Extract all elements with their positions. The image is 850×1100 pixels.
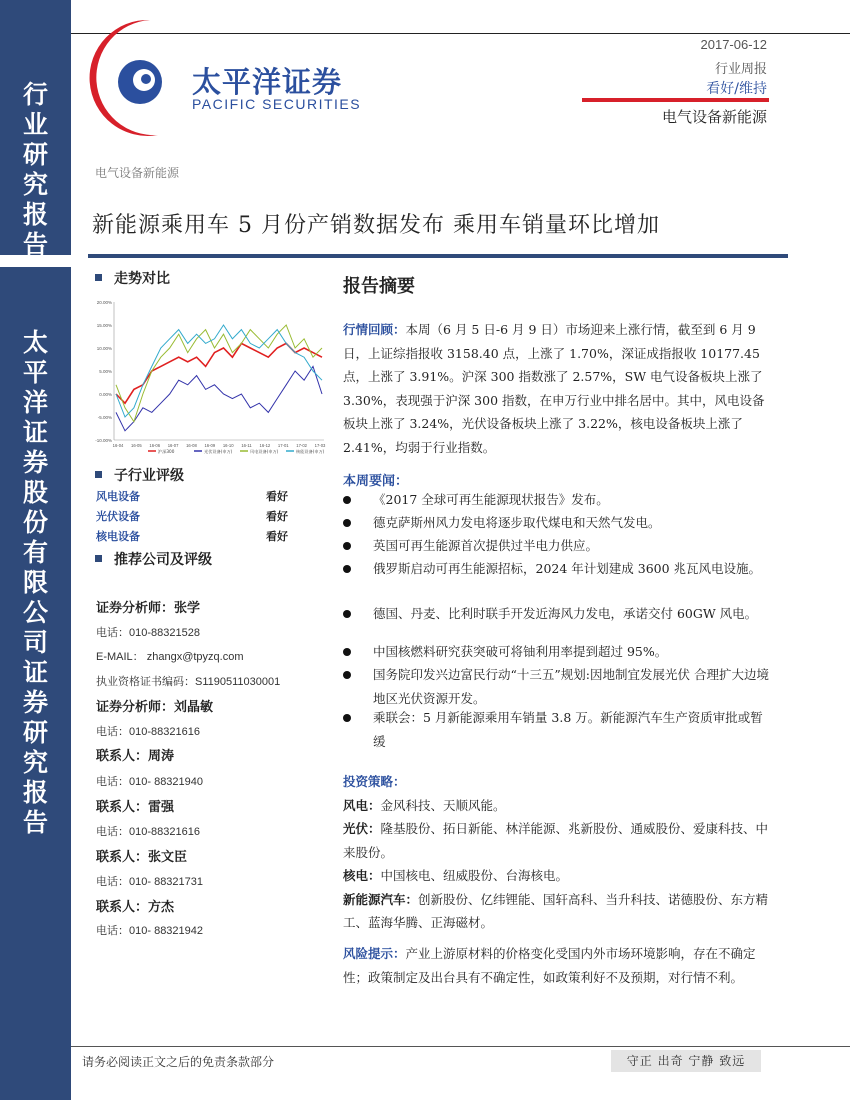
strategy-item — [343, 888, 773, 935]
strategy-label: 核电： — [343, 868, 381, 883]
subrating-name: 风电设备 — [96, 490, 140, 503]
y-tick-label: 20.00% — [96, 300, 112, 305]
subrating-row — [96, 488, 296, 504]
series-line — [116, 343, 322, 403]
sidebar-char: 行 — [22, 80, 48, 109]
bullet-icon — [343, 714, 351, 722]
strategy-label: 风电： — [343, 797, 381, 813]
logo-chinese-name: 太平洋证券 — [192, 65, 343, 99]
contact-phone: 电话：010-88321616 — [96, 726, 200, 738]
x-tick-label: 16-08 — [186, 443, 197, 448]
industry-rating: 看好/维持 — [706, 81, 767, 97]
subrating-name: 光伏设备 — [96, 510, 140, 523]
strategy-heading: 投资策略： — [343, 774, 406, 789]
contact-email: E-MAIL： zhangx@tpyzq.com — [96, 651, 244, 663]
contact-name: 联系人：雷强 — [96, 800, 175, 815]
legend-label: 光伏设备(申万) — [204, 449, 233, 454]
subrating-name: 核电设备 — [96, 530, 140, 543]
y-tick-label: 0.00% — [99, 392, 112, 397]
sidebar-char: 研 — [22, 140, 48, 169]
contact-name: 联系人：张文臣 — [96, 850, 188, 865]
footer-disclaimer: 请务必阅读正文之后的免责条款部分 — [82, 1055, 275, 1069]
risk-text: 产业上游原材料的价格变化受国内外市场环境影响，存在不确定性；政策制定及出台具有不确定性，如政策利好不及预期，对行情不利。 — [343, 946, 756, 985]
news-text: 俄罗斯启动可再生能源招标，2024 年计划建成 3600 兆瓦风电设施。 — [373, 561, 762, 576]
bullet-icon — [343, 565, 351, 573]
contact-name: 证券分析师：张学 — [96, 601, 201, 616]
strategy-text: 中国核电、纽威股份、台海核电。 — [380, 868, 569, 883]
sidebar-char: 洋 — [22, 388, 48, 417]
market-review — [343, 318, 773, 459]
sidebar-char: 证 — [22, 658, 48, 687]
report-type: 行业周报 — [714, 62, 767, 77]
legend-label: 核能设备(申万) — [296, 449, 325, 454]
news-heading: 本周要闻： — [343, 474, 409, 489]
sidebar-char: 券 — [22, 448, 48, 477]
sidebar-char: 业 — [22, 110, 48, 139]
strategy-section — [343, 770, 773, 935]
y-tick-label: 10.00% — [96, 346, 112, 351]
contact-license: 执业资格证书编码：S1190511030001 — [96, 676, 281, 688]
news-item — [343, 511, 773, 535]
sidebar-char: 份 — [22, 508, 48, 537]
sidebar-char: 研 — [22, 718, 48, 747]
sidebar-char: 太 — [22, 328, 48, 357]
trend-heading-label: 走势对比 — [114, 271, 170, 287]
sidebar-char: 公 — [22, 598, 48, 627]
subrating-row — [96, 528, 296, 544]
strategy-text: 创新股份、亿纬锂能、国轩高科、当升科技、诺德股份、东方精工、蓝海华腾、正海磁材。 — [343, 891, 769, 930]
x-tick-label: 17-02 — [296, 443, 307, 448]
x-tick-label: 16-06 — [149, 443, 161, 448]
subrating-value: 看好 — [266, 510, 288, 523]
risk-label: 风险提示： — [343, 946, 406, 961]
square-bullet-icon — [95, 555, 102, 562]
bullet-icon — [343, 671, 351, 679]
bullet-icon — [343, 610, 351, 618]
sidebar-char: 告 — [22, 230, 48, 259]
sidebar-char: 限 — [22, 568, 48, 597]
contact-name: 证券分析师：刘晶敏 — [96, 700, 214, 715]
strategy-item — [343, 794, 773, 818]
sidebar-char: 有 — [22, 538, 48, 567]
strategy-item — [343, 817, 773, 864]
subrating-value: 看好 — [266, 530, 288, 543]
legend-label: 沪深300 — [158, 449, 175, 454]
report-date: 2017-06-12 — [700, 37, 767, 52]
news-text: 英国可再生能源首次提供过半电力供应。 — [373, 538, 599, 553]
company-logo — [88, 14, 378, 142]
legend-label: 风电设备(申万) — [250, 449, 279, 454]
subrating-heading — [95, 465, 184, 485]
news-text: 《2017 全球可再生能源现状报告》发布。 — [373, 492, 609, 507]
logo-emblem-icon — [88, 14, 198, 142]
subrating-value: 看好 — [266, 490, 288, 503]
sidebar-char: 报 — [22, 200, 48, 229]
sidebar-char: 告 — [22, 808, 48, 837]
strategy-text: 隆基股份、拓日新能、林洋能源、兆新股份、通威股份、爱康科技、中来股份。 — [343, 821, 769, 860]
subrating-heading-label: 子行业评级 — [114, 468, 184, 484]
sidebar-char: 券 — [22, 688, 48, 717]
page-title: 新能源乘用车 5 月份产销数据发布 乘用车销量环比增加 — [92, 213, 660, 238]
footer-rule — [71, 1046, 850, 1047]
series-line — [116, 325, 322, 422]
x-tick-label: 17-03 — [314, 443, 326, 448]
contact-phone: 电话：010- 88321940 — [96, 776, 204, 788]
market-review-label: 行情回顾： — [343, 322, 406, 337]
news-text: 德国、丹麦、比利时联手开发近海风力发电，承诺交付 60GW 风电。 — [373, 606, 758, 621]
news-text: 国务院印发兴边富民行动“十三五”规划:因地制宜发展光伏 合理扩大边境地区光伏资源开发。 — [373, 667, 769, 706]
trend-heading — [95, 268, 170, 288]
square-bullet-icon — [95, 471, 102, 478]
strategy-label: 新能源汽车： — [343, 891, 419, 907]
sidebar-char: 股 — [22, 478, 48, 507]
sidebar-char: 证 — [22, 418, 48, 447]
news-item — [343, 706, 773, 753]
contact-phone: 电话：010- 88321942 — [96, 925, 204, 937]
x-tick-label: 16-07 — [167, 443, 179, 448]
bullet-icon — [343, 519, 351, 527]
contact-phone: 电话：010-88321616 — [96, 826, 200, 838]
risk-warning — [343, 942, 773, 989]
x-tick-label: 16-10 — [222, 443, 234, 448]
square-bullet-icon — [95, 274, 102, 281]
contact-phone: 电话：010-88321528 — [96, 627, 200, 639]
news-text: 乘联会：5 月新能源乘用车销量 3.8 万。新能源汽车生产资质审批或暂缓 — [373, 710, 763, 749]
subrating-row — [96, 508, 296, 524]
strategy-text: 金风科技、天顺风能。 — [380, 797, 506, 813]
sidebar-char: 平 — [22, 358, 48, 387]
sector-name: 电气设备新能源 — [661, 108, 767, 126]
contact-name: 联系人：方杰 — [96, 900, 175, 915]
title-rule — [88, 254, 788, 258]
x-tick-label: 16-12 — [259, 443, 271, 448]
summary-heading: 报告摘要 — [343, 276, 415, 297]
news-item — [343, 640, 773, 664]
trend-chart-svg — [88, 292, 328, 460]
logo-english-name: PACIFIC SECURITIES — [192, 96, 362, 112]
bullet-icon — [343, 496, 351, 504]
y-tick-label: -5.00% — [97, 415, 112, 420]
news-item — [343, 602, 773, 626]
y-tick-label: 15.00% — [96, 323, 112, 328]
x-tick-label: 17-01 — [277, 443, 289, 448]
x-tick-label: 16-05 — [131, 443, 142, 448]
news-item — [343, 557, 773, 581]
sidebar-char: 报 — [22, 778, 48, 807]
sidebar-company-name — [0, 328, 71, 838]
rating-underline — [582, 98, 769, 102]
contact-name: 联系人：周涛 — [96, 749, 175, 764]
news-item — [343, 488, 773, 512]
news-item — [343, 534, 773, 558]
sector-tag: 电气设备新能源 — [95, 166, 180, 180]
contact-phone: 电话：010- 88321731 — [96, 876, 204, 888]
bullet-icon — [343, 648, 351, 656]
news-item — [343, 663, 773, 710]
strategy-label: 光伏： — [343, 821, 381, 836]
news-text: 德克萨斯州风力发电将逐步取代煤电和天然气发电。 — [373, 515, 661, 530]
trend-chart — [88, 292, 328, 460]
x-tick-label: 16-04 — [112, 443, 124, 448]
y-tick-label: -10.00% — [95, 438, 112, 443]
strategy-item — [343, 864, 773, 888]
recommend-heading-label: 推荐公司及评级 — [114, 552, 212, 568]
bullet-icon — [343, 542, 351, 550]
sidebar-char: 究 — [22, 748, 48, 777]
footer-motto: 守正 出奇 宁静 致远 — [611, 1050, 761, 1072]
x-tick-label: 16-09 — [204, 443, 216, 448]
y-tick-label: 5.00% — [99, 369, 112, 374]
sidebar — [0, 0, 71, 1100]
sidebar-char: 究 — [22, 170, 48, 199]
recommend-heading — [95, 549, 212, 569]
x-tick-label: 16-11 — [241, 443, 252, 448]
sidebar-char: 司 — [22, 628, 48, 657]
news-text: 中国核燃料研究获突破可将铀利用率提到超过 95%。 — [373, 644, 668, 659]
market-review-text: 本周（6 月 5 日-6 月 9 日）市场迎来上涨行情，截至到 6 月 9 日，上证综指报收 3158.40 点，上涨了 1.70%，深证成指报收 10177.45 点，上涨了 3.91%。沪深 300 指数涨了 2.57%，SW 电气设备板块上涨了 3.30%，表现强于沪深 300 指数，在申万行业中排名居中。其中，风电设备板块上涨了 3.24%，光伏设备板块上涨了 3.22%，核电设备板块上涨了 2.41%，均弱于行业指数。 — [343, 322, 765, 455]
sidebar-report-type — [0, 80, 71, 260]
